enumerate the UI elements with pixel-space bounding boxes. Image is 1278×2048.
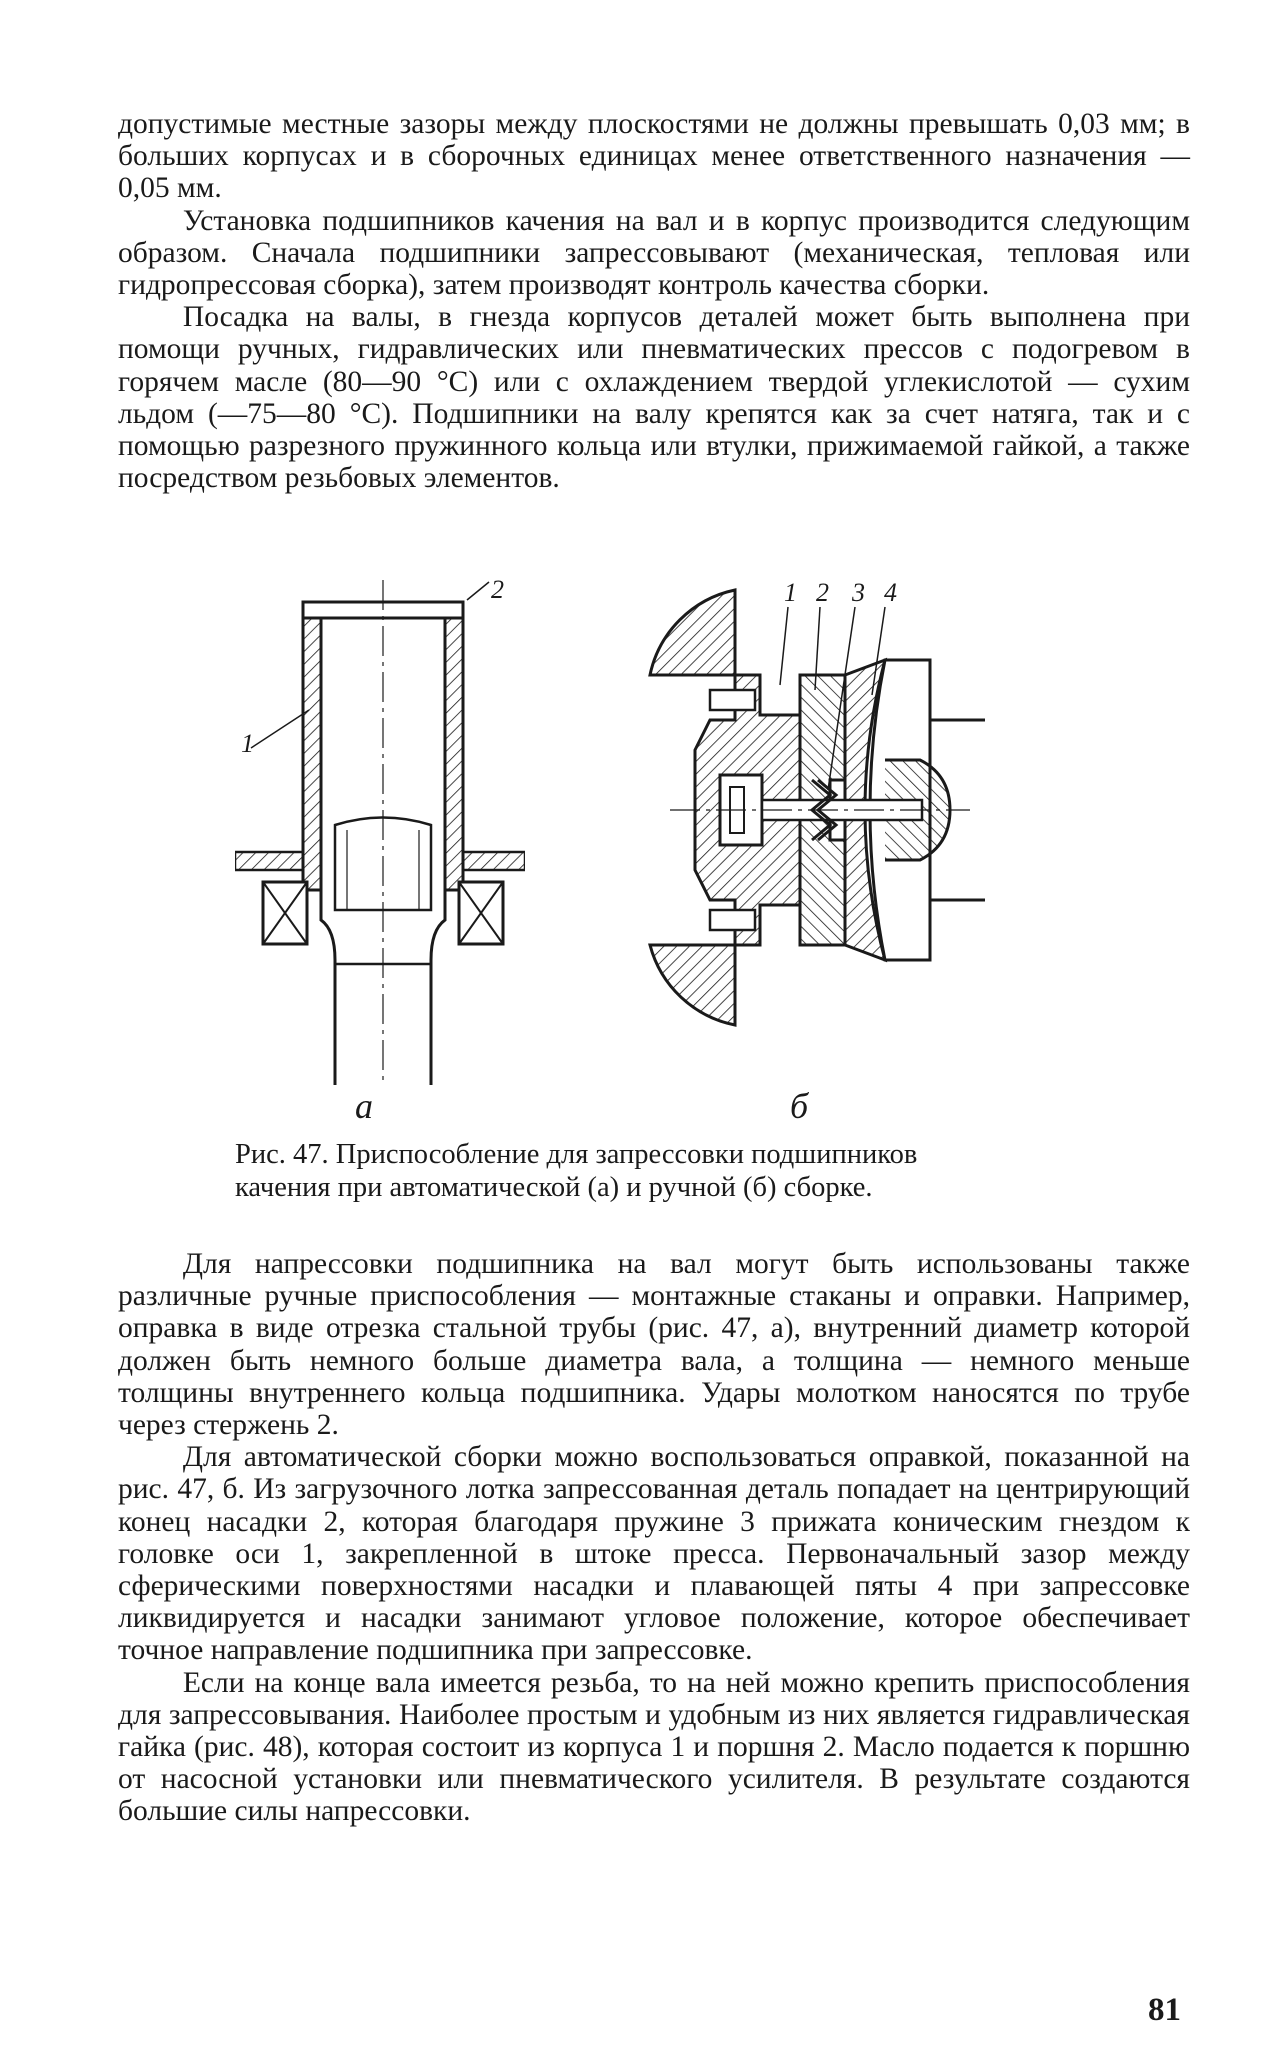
paragraph-automatic-assembly: Для автоматической сборки можно воспользоваться оправкой, показанной на рис. 47, б. Из загрузочного лотка запрессованная деталь попадает на центрирующий конец насадки 2, которая благодаря пружине 3 прижата коническим гнездом к головке оси 1, закрепленной в штоке пресса. Первоначальный зазор между сферическими поверхностями насадки и плавающей пяты 4 при запрессовке ликвидируется и насадки занимают угловое положение, которое обеспечивает точное направление подшипника при запрессовке. — [118, 1441, 1190, 1667]
paragraph-bearing-installation: Установка подшипников качения на вал и в корпус производится следующим образом. Сначала подшипники запрессовывают (механическая, тепловая или гидропрессовая сборка), затем производят контроль качества сборки. — [118, 204, 1190, 302]
callout-2-a: 2 — [491, 580, 504, 604]
callout-3-b: 3 — [852, 578, 865, 607]
callout-4-b: 4 — [884, 578, 897, 607]
callout-1-a: 1 — [241, 729, 254, 758]
page-number: 81 — [1148, 1992, 1181, 2028]
figure-47b-drawing — [640, 575, 985, 1030]
bottom-text — [118, 1248, 1190, 1828]
paragraph-continuation: допустимые местные зазоры между плоскостями не должны превышать 0,03 мм; в больших корпусах и в сборочных единицах менее ответственного назначения — 0,05 мм. — [118, 108, 1190, 205]
figure-label-b: б — [790, 1086, 809, 1126]
figure-label-a: а — [355, 1086, 373, 1126]
paragraph-hydraulic-nut: Если на конце вала имеется резьба, то на ней можно крепить приспособления для запрессовывания. Наиболее простым и удобным из них является гидравлическая гайка (рис. 48), которая состоит из корпуса 1 и поршня 2. Масло подается к поршню от насосной установки или пневматического усилителя. В результате создаются большие силы напрессовки. — [118, 1666, 1190, 1828]
paragraph-fitting-methods: Посадка на валы, в гнезда корпусов деталей может быть выполнена при помощи ручных, гидравлических или пневматических прессов с подогревом в горячем масле (80—90 °С) или с охлаждением твердой углекислотой — сухим льдом (—75—80 °С). Подшипники на валу крепятся как за счет натяга, так и с помощью разрезного пружинного кольца или втулки, прижимаемой гайкой, а также посредством резьбовых элементов. — [118, 301, 1190, 495]
caption-line-2: качения при автоматической (а) и ручной (б) сборке. — [235, 1172, 873, 1203]
figure-47a-drawing — [235, 580, 525, 1090]
callout-1-b: 1 — [784, 578, 797, 607]
top-text — [118, 108, 1190, 494]
caption-line-1: Рис. 47. Приспособление для запрессовки подшипников — [235, 1139, 918, 1170]
figure-caption — [235, 1138, 1115, 1204]
paragraph-manual-tools: Для напрессовки подшипника на вал могут быть использованы также различные ручные приспособления — монтажные стаканы и оправки. Например, оправка в виде отрезка стальной трубы (рис. 47, а), внутренний диаметр которой должен быть немного больше диаметра вала, а толщина — немного меньше толщины внутреннего кольца подшипника. Удары молотком наносятся по трубе через стержень 2. — [118, 1248, 1190, 1442]
callout-2-b: 2 — [816, 578, 829, 607]
